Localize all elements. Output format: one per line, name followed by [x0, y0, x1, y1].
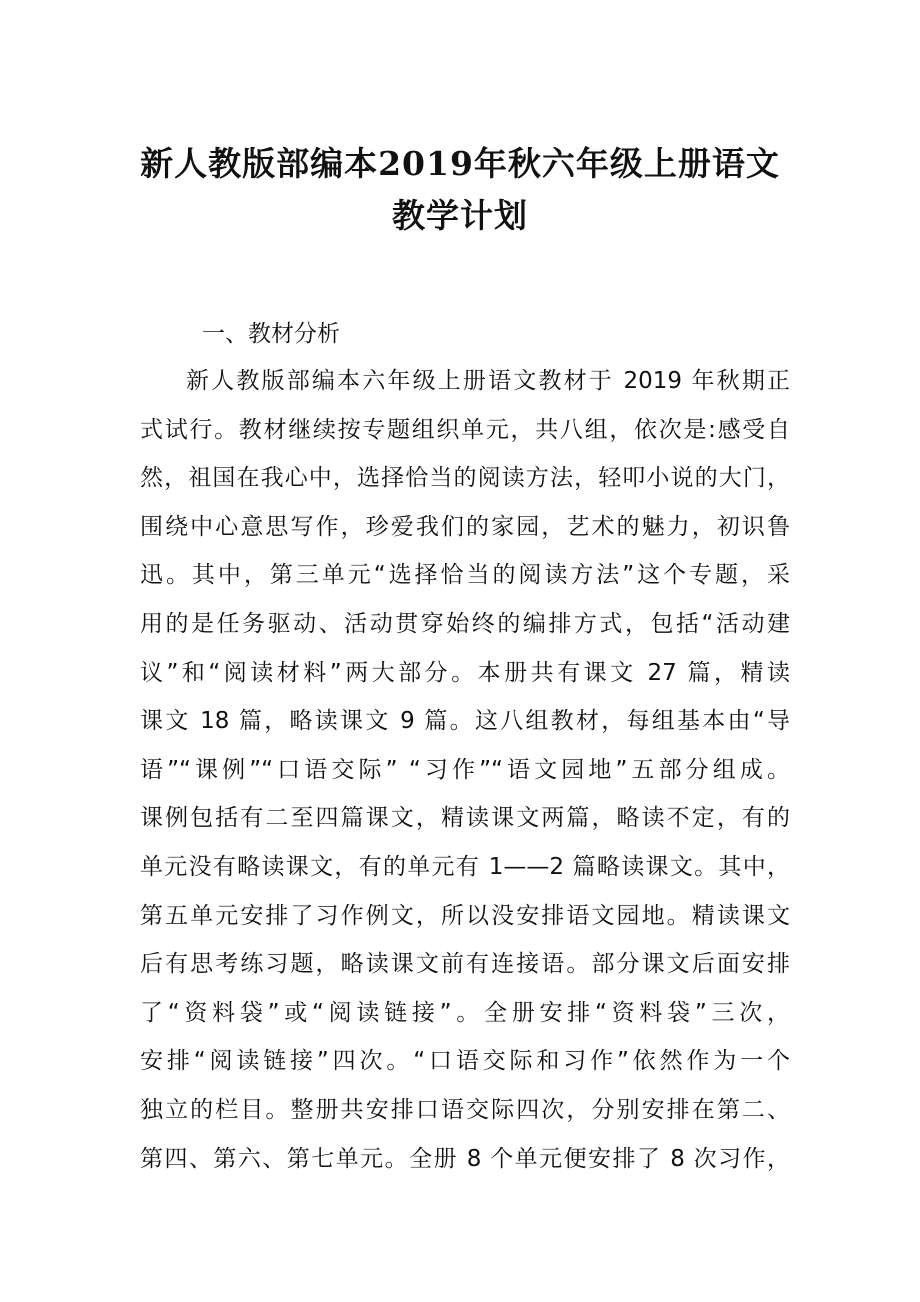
- paragraph-line: 独立的栏目。整册共安排口语交际四次，分别安排在第二、: [140, 1096, 790, 1123]
- paragraph-line: 后有思考练习题，略读课文前有连接语。部分课文后面安排: [140, 951, 790, 978]
- paragraph-line: 单元没有略读课文，有的单元有 1——2 篇略读课文。其中，: [140, 853, 790, 880]
- title-line-1: 新人教版部编本2019年秋六年级上册语文: [140, 144, 780, 183]
- paragraph-line: 安排“阅读链接”四次。“口语交际和习作”依然作为一个: [140, 1048, 790, 1075]
- title-line-2: 教学计划: [392, 196, 528, 235]
- paragraph-line: 第四、第六、第七单元。全册 8 个单元便安排了 8 次习作，: [140, 1145, 790, 1172]
- paragraph-line: 迅。其中，第三单元“选择恰当的阅读方法”这个专题，采: [140, 562, 790, 589]
- paragraph-line: 语”“课例”“口语交际” “习作”“语文园地”五部分组成。: [140, 756, 790, 783]
- paragraph-line: 式试行。教材继续按专题组织单元，共八组，依次是:感受自: [140, 416, 790, 443]
- paragraph-line: 然，祖国在我心中，选择恰当的阅读方法，轻叩小说的大门，: [140, 465, 790, 492]
- paragraph-line: 课文 18 篇，略读课文 9 篇。这八组教材，每组基本由“导: [140, 708, 790, 735]
- paragraph-line: 围绕中心意思写作，珍爱我们的家园，艺术的魅力，初识鲁: [140, 513, 790, 540]
- paragraph-line: 第五单元安排了习作例文，所以没安排语文园地。精读课文: [140, 902, 790, 929]
- paragraph-line: 课例包括有二至四篇课文，精读课文两篇，略读不定，有的: [140, 805, 790, 832]
- paragraph-line: 议”和“阅读材料”两大部分。本册共有课文 27 篇，精读: [140, 659, 790, 686]
- paragraph-line: 新人教版部编本六年级上册语文教材于 2019 年秋期正: [186, 368, 790, 394]
- section-heading: 一、教材分析: [202, 321, 340, 347]
- body-paragraph: [140, 357, 790, 1183]
- paragraph-line: 了“资料袋”或“阅读链接”。全册安排“资料袋”三次，: [140, 999, 790, 1026]
- document-title: [100, 138, 820, 242]
- paragraph-line: 用的是任务驱动、活动贯穿始终的编排方式，包括“活动建: [140, 610, 790, 637]
